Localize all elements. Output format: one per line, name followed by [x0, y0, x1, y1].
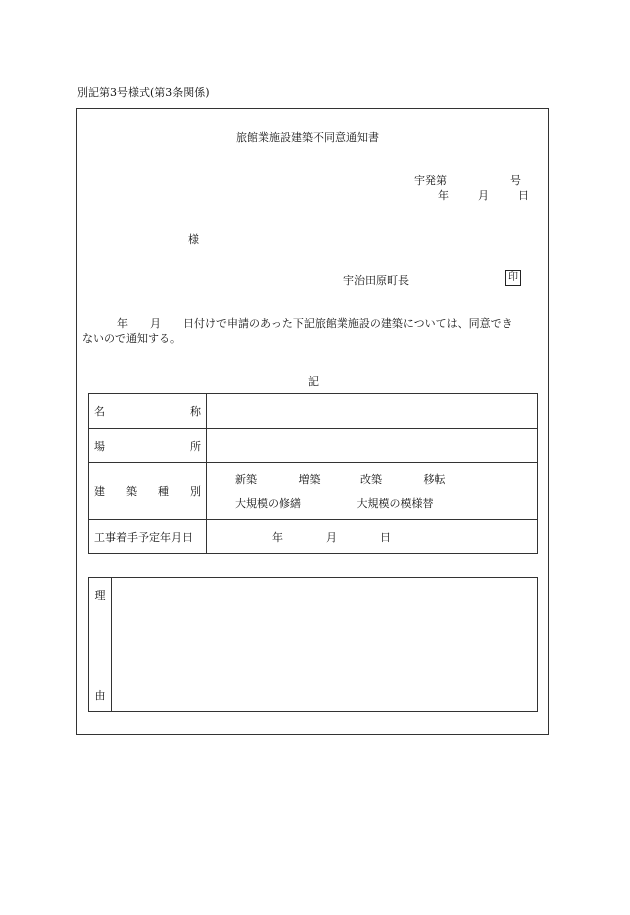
kind-label-char1: 建 — [94, 485, 105, 498]
kind-label — [89, 463, 207, 520]
kind-value — [207, 463, 538, 520]
seal-mark: 印 — [505, 270, 521, 286]
document-number — [414, 172, 521, 188]
place-label-char1: 場 — [94, 439, 105, 453]
reason-row — [89, 578, 538, 712]
body-text-line1: 年 月 日付けで申請のあった下記旅館業施設の建築については、同意でき — [117, 317, 513, 330]
ki-heading: 記 — [308, 375, 319, 388]
reason-label-char1: 理 — [94, 588, 106, 602]
form-reference: 別記第3号様式(第3条関係) — [77, 86, 210, 99]
start-value[interactable] — [207, 520, 538, 554]
kind-label-char2: 築 — [126, 485, 137, 498]
place-label-char2: 所 — [190, 439, 201, 453]
kind-extension[interactable]: 増築 — [298, 473, 321, 486]
reason-label — [89, 578, 112, 712]
table-row-kind — [89, 463, 538, 520]
date-day: 日 — [518, 189, 529, 202]
start-label: 工事着手予定年月日 — [89, 520, 207, 554]
kind-relocation[interactable]: 移転 — [423, 473, 446, 486]
date-year: 年 — [438, 189, 449, 202]
start-year: 年 — [272, 530, 283, 544]
table-row-name — [89, 394, 538, 429]
kind-label-char3: 種 — [158, 485, 169, 498]
reason-box — [88, 577, 538, 712]
number-suffix: 号 — [510, 174, 521, 187]
name-label — [89, 394, 207, 429]
place-label — [89, 429, 207, 463]
document-title: 旅館業施設建築不同意通知書 — [236, 131, 379, 144]
start-month: 月 — [326, 530, 337, 544]
table-row-start — [89, 520, 538, 554]
start-day: 日 — [380, 530, 391, 544]
detail-table — [88, 393, 538, 554]
reason-value[interactable] — [112, 578, 538, 712]
reason-label-char2: 由 — [94, 688, 106, 702]
body-text-line2: ないので通知する。 — [82, 332, 181, 345]
kind-major-remodel[interactable]: 大規模の模様替 — [356, 497, 434, 510]
kind-label-char4: 別 — [190, 485, 201, 498]
number-prefix: 宇発第 — [414, 174, 447, 187]
addressee-suffix: 様 — [188, 233, 199, 246]
date-month: 月 — [478, 189, 489, 202]
name-label-char2: 称 — [190, 405, 201, 418]
table-row-place — [89, 429, 538, 463]
place-value[interactable] — [207, 429, 538, 463]
sender-name: 宇治田原町長 — [343, 274, 409, 287]
kind-rebuild[interactable]: 改築 — [360, 473, 382, 486]
kind-new[interactable]: 新築 — [235, 473, 257, 486]
kind-major-repair[interactable]: 大規模の修繕 — [235, 497, 301, 510]
name-label-char1: 名 — [94, 405, 105, 418]
name-value[interactable] — [207, 394, 538, 429]
issue-date — [438, 187, 529, 203]
